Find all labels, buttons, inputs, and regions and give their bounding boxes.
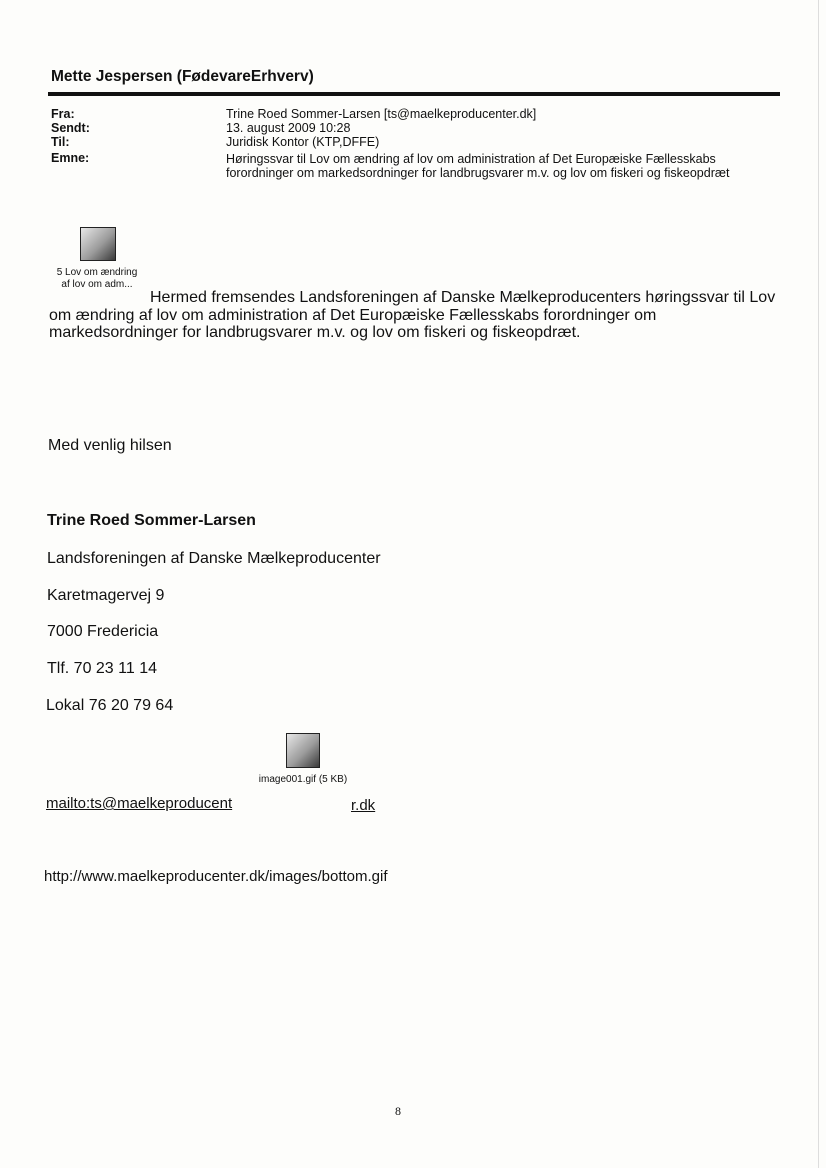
sent-label: Sendt: — [51, 121, 90, 135]
attachment-name-line1: 5 Lov om ændring — [56, 267, 138, 278]
header-rule — [48, 92, 780, 96]
from-label: Fra: — [51, 107, 75, 121]
gif-image-icon — [286, 733, 320, 768]
attachment-name[interactable] — [36, 267, 158, 291]
pdf-file-icon — [80, 227, 116, 261]
image-attachment[interactable] — [286, 733, 320, 768]
page-number: 8 — [395, 1104, 401, 1118]
scan-edge-divider — [818, 0, 819, 1168]
signature-local: Lokal 76 20 79 64 — [46, 697, 174, 714]
subject-value: Høringssvar til Lov om ændring af lov om administration af Det Europæiske Fællesskabs forordninger om markedsordninger for landbrugsvarer m.v. og lov om fiskeri og fiskeopdræt — [226, 152, 730, 180]
mailto-link-part1[interactable]: mailto:ts@maelkeproducent — [46, 795, 233, 812]
pdf-attachment[interactable] — [80, 227, 116, 261]
signature-city: 7000 Fredericia — [47, 623, 159, 640]
to-label: Til: — [51, 135, 70, 149]
signature-street: Karetmagervej 9 — [47, 587, 165, 604]
from-value[interactable]: Trine Roed Sommer-Larsen [ts@maelkeproducenter.dk] — [226, 107, 537, 121]
mailto-link-part2[interactable]: r.dk — [351, 797, 376, 814]
image-url-text: http://www.maelkeproducenter.dk/images/bottom.gif — [44, 868, 388, 885]
body-text: Hermed fremsendes Landsforeningen af Danske Mælkeproducenters høringssvar til Lov om ændring af lov om administration af Det Europæiske Fællesskabs forordninger om markedsordninger for landbrugsvarer m.v. og lov om fiskeri og fiskeopdræt. — [49, 289, 776, 341]
signature-name: Trine Roed Sommer-Larsen — [47, 512, 256, 529]
greeting: Med venlig hilsen — [48, 437, 172, 454]
to-value: Juridisk Kontor (KTP,DFFE) — [226, 135, 380, 149]
attachment-name-line2: af lov om adm... — [61, 279, 133, 290]
signature-org: Landsforeningen af Danske Mælkeproducenter — [47, 550, 381, 567]
image-attachment-caption[interactable]: image001.gif (5 KB) — [258, 774, 348, 785]
signature-phone: Tlf. 70 23 11 14 — [47, 660, 157, 677]
sent-value: 13. august 2009 10:28 — [226, 121, 351, 135]
subject-label: Emne: — [51, 151, 90, 165]
sender-name: Mette Jespersen (FødevareErhverv) — [51, 68, 314, 85]
